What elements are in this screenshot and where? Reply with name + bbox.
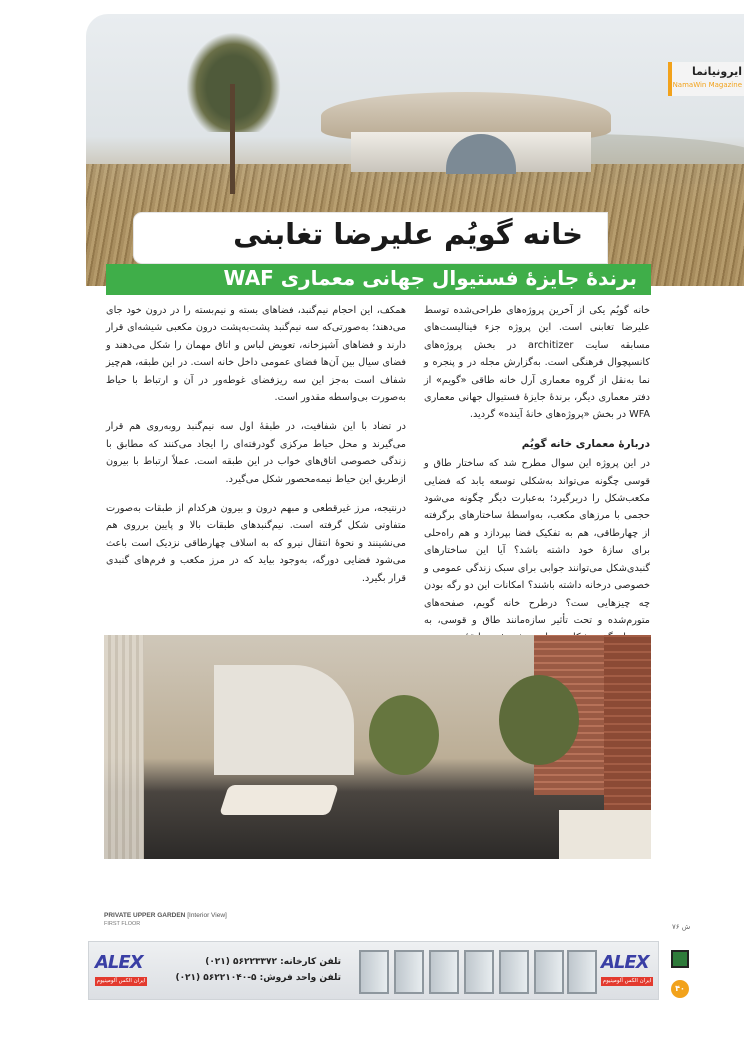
article-column-left	[106, 302, 406, 599]
photo-tree-icon	[369, 695, 439, 775]
alex-brand: ALEX	[601, 952, 649, 973]
photo-caption-sub: FIRST FLOOR	[104, 921, 141, 927]
photo-tree-icon	[499, 675, 579, 765]
window-profile-icon	[499, 950, 529, 994]
magazine-logo-icon	[668, 62, 744, 96]
magazine-logo-text: ایرونیا‌نما	[692, 65, 742, 78]
body-paragraph: همکف، این احجام نیم‌گنبد، فضاهای بسته و نیم‌بسته را در درون خود جای می‌دهند؛ به‌صورتی‌که سه نیم‌گنبد پشت‌به‌پشت درون مکعبی شیشه‌ای قرار دارند و فضاهای آشپزخانه، تعویض لباس و اتاق مهمان را شکل می‌دهند و فضای سیال بین آن‌ها فضای عمومی داخل خانه است. در این طبقه، هم‌چیز شفاف است به‌جز این سه ریزفضای غوطه‌ور در آن و ارتباط با حیاط به‌صورت بی‌واسطه مقدور است.	[106, 305, 406, 404]
window-profile-icon	[567, 950, 597, 994]
window-profile-icon	[534, 950, 564, 994]
article-column-right	[424, 302, 650, 659]
page-badge-icon	[671, 950, 689, 968]
window-profile-icon	[464, 950, 494, 994]
body-paragraph: درنتیجه، مرز غیرقطعی و مبهم درون و بیرون هرکدام از طبقات به‌صورت متفاوتی شکل گرفته است. نیم‌گنبدهای طبقات بالا و پایین برروی هم می‌نشینند و نحوۀ انتقال نیرو که به اسلاف چهارطاقی نزدیک است باعث می‌شود فضایی دورگه، به‌وجود بیاید که در مرز مکعب و فرم‌های گنبدی قرار بگیرد.	[106, 503, 406, 584]
photo-lounge-chair	[219, 785, 339, 815]
photo-curtain	[104, 635, 144, 859]
window-profile-icon	[359, 950, 389, 994]
alex-brand-sub: ایران الکس آلومینیوم	[602, 978, 652, 984]
subtitle-banner	[106, 264, 651, 295]
photo-caption-main: PRIVATE UPPER GARDEN	[104, 912, 186, 919]
photo-caption	[104, 912, 227, 919]
intro-paragraph: خانه گویُم یکی از آخرین پروژه‌های طراحی‌شده توسط علیرضا تغابنی است. این پروژه جزء فینالیست‌های مسابقه سایت architizer در بخش پروژه‌های کانسپچوال فرهنگی است. به‌گزارش مجله در و پنجره و نما به‌نقل از گروه معماری آرل خانه طاقی «گویم» از دفتر معماری دیگر، برندۀ جایزۀ فستیوال جهانی معماری WFA در بخش «پروژه‌های خانۀ آینده» گردید.	[424, 305, 650, 421]
advert-banner[interactable]	[88, 941, 659, 1000]
window-profile-icon	[429, 950, 459, 994]
article-subtitle: برندۀ جایزۀ فستیوال جهانی معماری WAF	[223, 266, 637, 290]
section-heading: دربارۀ معماری خانه گویُم	[521, 437, 650, 450]
alex-logo-icon	[601, 950, 653, 990]
photo-caption-tag: [Interior View]	[187, 912, 227, 919]
alex-brand-sub: ایران الکس آلومینیوم	[96, 978, 146, 984]
page-number: ۴۰	[671, 980, 689, 998]
alex-brand: ALEX	[95, 952, 143, 973]
body-paragraph: در این پروژه این سوال مطرح شد که ساختار طاق و قوسی چگونه می‌تواند به‌شکلی توسعه یابد که فضایی مکعب‌شکل را دربرگیرد؛ به‌عبارت دیگر چگونه می‌شود حجمی با مرزهای مکعب، به‌واسطۀ ساختارهای برگرفته از چهارطاقی، هم به تفکیک فضا بپردازد و هم راه‌حلی برای سازۀ خود داشته باشد؟ آیا این ساختارهای گنبدی‌شکل می‌توانند جوابی برای سبک زندگی عمومی و خصوصی درخانه داشته باشند؟ امکانات این دو رگه بودن چه چیزهایی ست؟ درطرح خانه گویم، صفحه‌های متورم‌شده و تحت تأثیر سازه‌مانند طاق و قوسی، به	[424, 458, 650, 626]
photo-bed	[559, 810, 651, 859]
phone-factory: تلفن کارخانه: ۵۶۲۲۳۳۷۲ (۰۲۱)	[205, 957, 341, 967]
article-title: خانه گویُم علیرضا تغابنی	[233, 217, 583, 251]
magazine-logo-subtext: NamaWin Magazine	[672, 81, 742, 89]
photo-curved-wall	[214, 665, 354, 775]
title-box	[134, 213, 607, 263]
alex-logo-icon	[95, 950, 147, 990]
hero-tree-trunk	[230, 84, 235, 194]
advert-phones	[161, 954, 341, 986]
phone-sales: تلفن واحد فروش: ۵-۵۶۲۲۱۰۴۰ (۰۲۱)	[175, 973, 341, 983]
window-profile-icon	[394, 950, 424, 994]
issue-tag: ش ۷۶	[672, 923, 691, 931]
body-paragraph: در تضاد با این شفافیت، در طبقۀ اول سه نیم‌گنبد روبه‌روی هم قرار می‌گیرند و محل حیاط مرکزی گودرفته‌ای را ایجاد می‌کنند که مطابق با زندگی خصوصی اتاق‌های خواب در این طبقه است. عملاً ارتباط با بیرون ازطریق این حیاط نیمه‌محصور شکل می‌گیرد.	[106, 421, 406, 485]
interior-photo	[104, 635, 651, 859]
